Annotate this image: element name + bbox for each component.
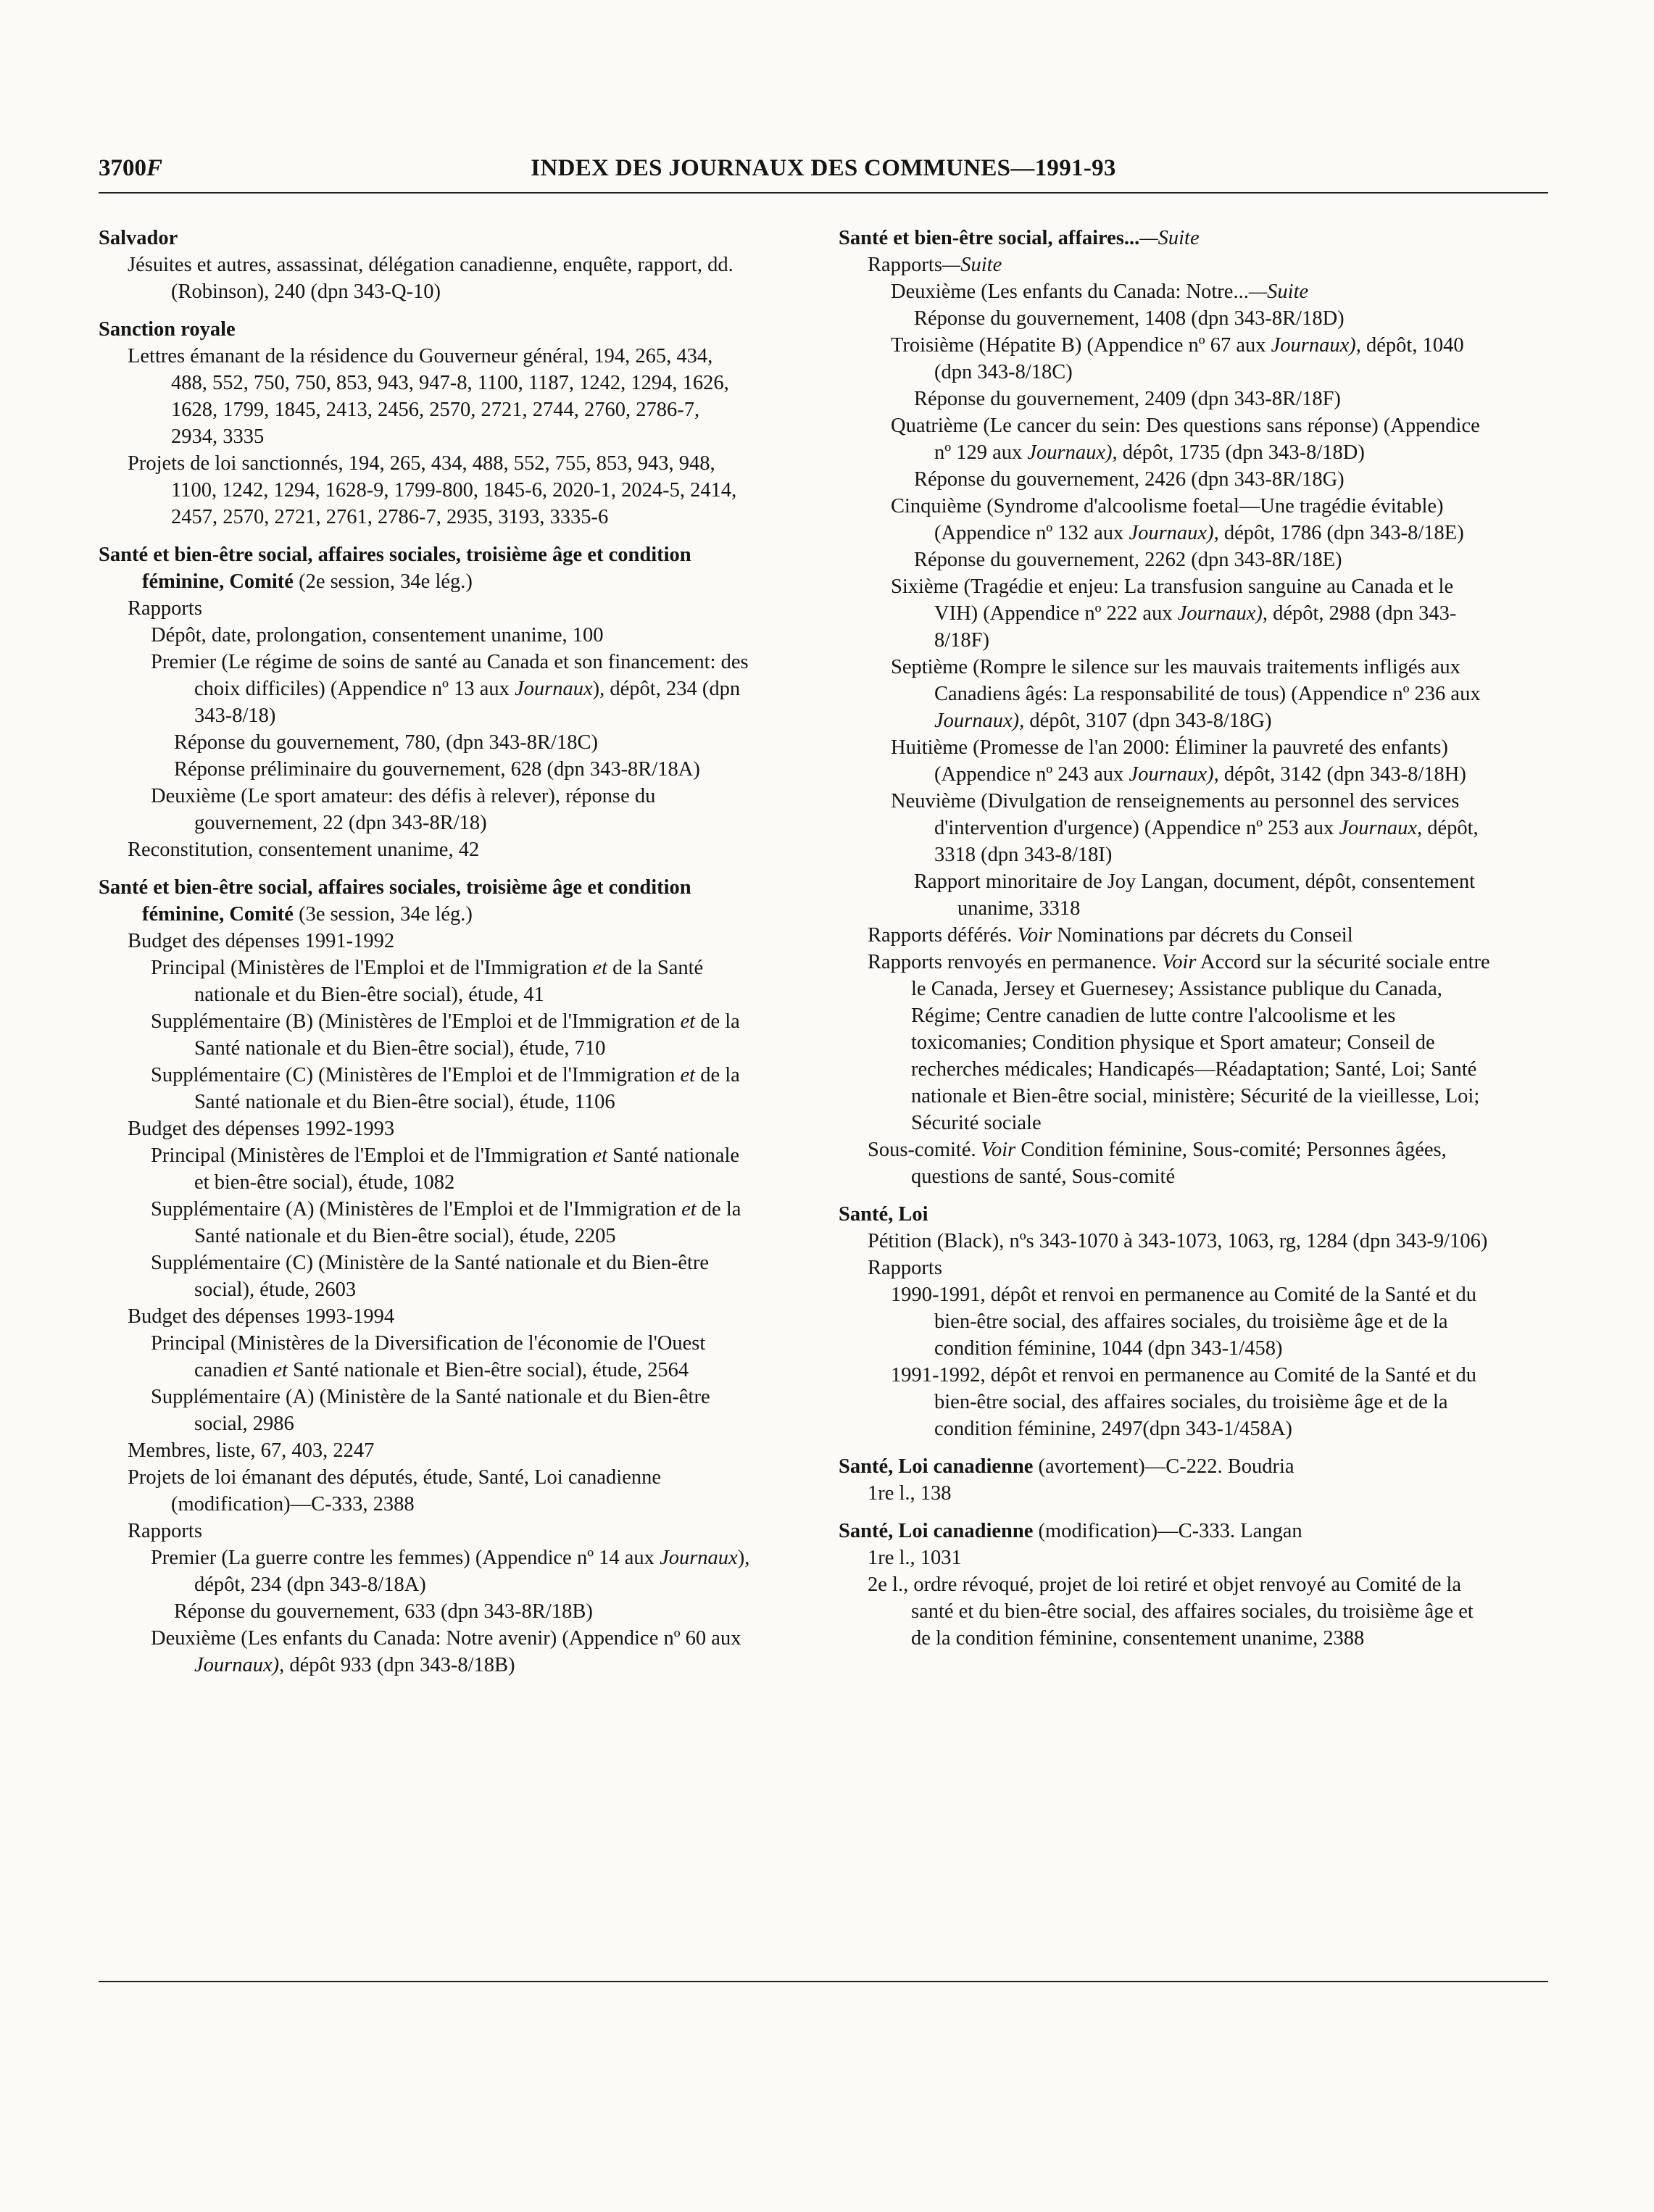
subentry: Cinquième (Syndrome d'alcoolisme foetal—Une tragédie évitable) (Appendice nº 132 aux Journaux), dépôt, 1786 (dpn 343-8/18E) [891, 495, 1464, 544]
subentry: 1990-1991, dépôt et renvoi en permanence au Comité de la Santé et du bien-être social, des affaires sociales, du troisième âge et de la condition féminine, 1044 (dpn 343-1/458) [891, 1284, 1477, 1360]
subentry: Sous-comité. Voir Condition féminine, Sous-comité; Personnes âgées, questions de santé, Sous-comité [868, 1139, 1447, 1188]
running-title: INDEX DES JOURNAUX DES COMMUNES—1991-93 [531, 155, 1116, 181]
subentry: Deuxième (Les enfants du Canada: Notre...—Suite [891, 280, 1309, 303]
subentry: Septième (Rompre le silence sur les mauvais traitements infligés aux Canadiens âgés: La responsabilité de tous) (Appendice nº 236 aux Journaux), dépôt, 3107 (dpn 343-8/18G) [891, 656, 1481, 732]
subentry: Premier (Le régime de soins de santé au Canada et son financement: des choix difficiles) (Appendice nº 13 aux Journaux), dépôt, 234 (dpn 343-8/18) [151, 651, 749, 727]
header-rule [99, 192, 1548, 194]
subentry: Dépôt, date, prolongation, consentement unanime, 100 [151, 624, 604, 646]
entry-comite-2e-session [99, 541, 751, 863]
subentry: Réponse du gouvernement, 2409 (dpn 343-8R/18F) [914, 388, 1341, 410]
page-header [99, 155, 1548, 191]
subentry: Rapports renvoyés en permanence. Voir Accord sur la sécurité sociale entre le Canada, Jersey et Guernesey; Assistance publique du Canada, Régime; Centre canadien de lutte contre l'alcoolisme et les toxicomanies; Condition physique et Sport amateur; Conseil de recherches médicales; Handicapés—Réadaptation; Santé, Loi; Santé nationale et Bien-être social, ministère; Sécurité de la vieillesse, Loi; Sécurité sociale [868, 951, 1490, 1134]
subentry: Principal (Ministères de la Diversification de l'économie de l'Ouest canadien et Santé nationale et Bien-être social), étude, 2564 [151, 1332, 706, 1381]
subentry: Rapports [128, 1520, 202, 1542]
subentry: Jésuites et autres, assassinat, délégation canadienne, enquête, rapport, dd. (Robinson), 240 (dpn 343-Q-10) [128, 254, 734, 303]
subentry: 1re l., 138 [868, 1482, 952, 1505]
subentry: Rapports—Suite [868, 254, 1002, 276]
subentry: Réponse du gouvernement, 633 (dpn 343-8R/18B) [174, 1600, 593, 1623]
entry-sante-loi [839, 1201, 1491, 1442]
subentry: Lettres émanant de la résidence du Gouverneur général, 194, 265, 434, 488, 552, 750, 750, 853, 943, 947-8, 1100, 1187, 1242, 1294, 1626, 1628, 1799, 1845, 2413, 2456, 2570, 2721, 2744, 2760, 2786-7, 2934, 3335 [128, 345, 729, 448]
entry-heading: Sanction royale [99, 318, 236, 341]
subentry: Budget des dépenses 1991-1992 [128, 930, 395, 952]
subentry: Rapports [128, 597, 202, 620]
subentry: Membres, liste, 67, 403, 2247 [128, 1439, 375, 1462]
entry-c333 [839, 1518, 1491, 1652]
subentry: Budget des dépenses 1993-1994 [128, 1305, 395, 1328]
subentry: Réponse préliminaire du gouvernement, 628 (dpn 343-8R/18A) [174, 758, 700, 781]
footer-rule [99, 1981, 1548, 1982]
subentry: Rapports [868, 1257, 942, 1279]
entry-heading: Salvador [99, 227, 178, 249]
page-number: 3700F [99, 155, 163, 181]
entry-comite-suite [839, 225, 1491, 1190]
entry-heading: Santé et bien-être social, affaires sociales, troisième âge et condition féminine, Comité (3e session, 34e lég.) [99, 876, 691, 926]
subentry: Neuvième (Divulgation de renseignements au personnel des services d'intervention d'urgence) (Appendice nº 253 aux Journaux, dépôt, 3318 (dpn 343-8/18I) [891, 790, 1479, 866]
entry-c222 [839, 1453, 1491, 1507]
subentry: Reconstitution, consentement unanime, 42 [128, 839, 480, 861]
subentry: Troisième (Hépatite B) (Appendice nº 67 aux Journaux), dépôt, 1040 (dpn 343-8/18C) [891, 334, 1464, 383]
subentry: 2e l., ordre révoqué, projet de loi retiré et objet renvoyé au Comité de la santé et du bien-être social, des affaires sociales, du troisième âge et de la condition féminine, consentement unanime, 2388 [868, 1573, 1474, 1650]
subentry: Réponse du gouvernement, 780, (dpn 343-8R/18C) [174, 731, 598, 754]
subentry: Principal (Ministères de l'Emploi et de l'Immigration et de la Santé nationale et du Bien-être social), étude, 41 [151, 957, 704, 1006]
subentry: Rapports déférés. Voir Nominations par décrets du Conseil [868, 924, 1353, 947]
subentry: Principal (Ministères de l'Emploi et de l'Immigration et Santé nationale et bien-être social), étude, 1082 [151, 1144, 740, 1194]
subentry: Deuxième (Les enfants du Canada: Notre avenir) (Appendice nº 60 aux Journaux), dépôt 933 (dpn 343-8/18B) [151, 1627, 741, 1676]
subentry: Supplémentaire (A) (Ministère de la Santé nationale et du Bien-être social, 2986 [151, 1386, 710, 1435]
entry-heading: Santé et bien-être social, affaires...—Suite [839, 227, 1200, 249]
subentry: Quatrième (Le cancer du sein: Des questions sans réponse) (Appendice nº 129 aux Journaux), dépôt, 1735 (dpn 343-8/18D) [891, 415, 1480, 464]
right-column [839, 225, 1491, 1663]
subentry: Supplémentaire (B) (Ministères de l'Emploi et de l'Immigration et de la Santé nationale et du Bien-être social), étude, 710 [151, 1010, 740, 1060]
subentry: Deuxième (Le sport amateur: des défis à relever), réponse du gouvernement, 22 (dpn 343-8R/18) [151, 785, 656, 834]
subentry: Réponse du gouvernement, 2426 (dpn 343-8R/18G) [914, 468, 1345, 491]
subentry: Rapport minoritaire de Joy Langan, document, dépôt, consentement unanime, 3318 [914, 870, 1476, 920]
subentry: Projets de loi émanant des députés, étude, Santé, Loi canadienne (modification)—C-333, 2388 [128, 1466, 662, 1515]
subentry: 1re l., 1031 [868, 1547, 962, 1569]
entry-heading: Santé, Loi canadienne (avortement)—C-222. Boudria [839, 1455, 1294, 1478]
subentry: Budget des dépenses 1992-1993 [128, 1118, 395, 1140]
subentry: Supplémentaire (C) (Ministères de l'Emploi et de l'Immigration et de la Santé nationale et du Bien-être social), étude, 1106 [151, 1064, 740, 1113]
entry-comite-3e-session [99, 874, 751, 1679]
left-column [99, 225, 751, 1689]
entry-salvador [99, 225, 751, 305]
entry-heading: Santé, Loi canadienne (modification)—C-333. Langan [839, 1520, 1302, 1542]
subentry: 1991-1992, dépôt et renvoi en permanence au Comité de la Santé et du bien-être social, des affaires sociales, du troisième âge et de la condition féminine, 2497(dpn 343-1/458A) [891, 1364, 1477, 1440]
subentry: Premier (La guerre contre les femmes) (Appendice nº 14 aux Journaux), dépôt, 234 (dpn 343-8/18A) [151, 1547, 750, 1596]
subentry: Réponse du gouvernement, 1408 (dpn 343-8R/18D) [914, 307, 1345, 330]
subentry: Pétition (Black), nºs 343-1070 à 343-1073, 1063, rg, 1284 (dpn 343-9/106) [868, 1230, 1488, 1252]
subentry: Supplémentaire (A) (Ministères de l'Emploi et de l'Immigration et de la Santé nationale et du Bien-être social), étude, 2205 [151, 1198, 741, 1247]
entry-sanction-royale [99, 316, 751, 531]
subentry: Réponse du gouvernement, 2262 (dpn 343-8R/18E) [914, 549, 1342, 571]
subentry: Projets de loi sanctionnés, 194, 265, 434, 488, 552, 755, 853, 943, 948, 1100, 1242, 1294, 1628-9, 1799-800, 1845-6, 2020-1, 2024-5, 2414, 2457, 2570, 2721, 2761, 2786-7, 2935, 3193, 3335-6 [128, 452, 737, 528]
entry-heading: Santé et bien-être social, affaires sociales, troisième âge et condition féminine, Comité (2e session, 34e lég.) [99, 544, 691, 593]
entry-heading: Santé, Loi [839, 1203, 928, 1226]
subentry: Sixième (Tragédie et enjeu: La transfusion sanguine au Canada et le VIH) (Appendice nº 222 aux Journaux), dépôt, 2988 (dpn 343-8/18F) [891, 575, 1457, 652]
subentry: Huitième (Promesse de l'an 2000: Éliminer la pauvreté des enfants) (Appendice nº 243 aux Journaux), dépôt, 3142 (dpn 343-8/18H) [891, 736, 1466, 786]
subentry: Supplémentaire (C) (Ministère de la Santé nationale et du Bien-être social), étude, 2603 [151, 1252, 710, 1301]
